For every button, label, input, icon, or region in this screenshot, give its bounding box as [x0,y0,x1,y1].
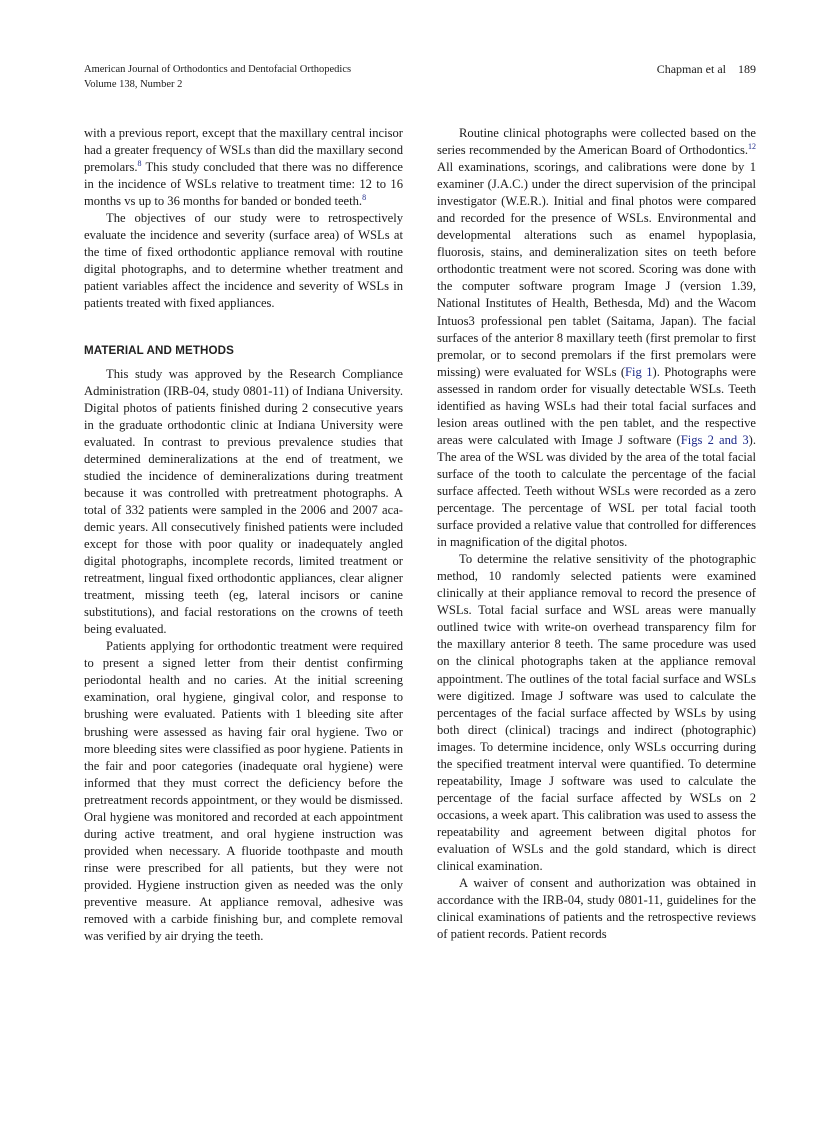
paragraph-continuation [84,125,403,210]
text-segment: This study concluded that there was no difference in the incidence of WSLs relative to treatment time: 12 to 16 months vs up to 36 months for banded or bonded teeth. [84,160,403,209]
figure-link[interactable]: Fig 1 [625,364,653,379]
figure-link[interactable]: Figs 2 and 3 [680,432,749,447]
section-heading-methods: MATERIAL AND METHODS [84,343,234,357]
text-segment: ). Photographs were assessed in random order for visually detectable WSLs. Teeth identified as having WSLs had their total facial surfaces and lesion areas outlined with the pen tablet, and the respective areas were calculated with Image J software ( [437,364,756,447]
author-running-head: Chapman et al [656,62,726,76]
paragraph-waiver: A waiver of consent and authorization was obtained in accordance with the IRB-04, study 0801-11, guidelines for the clinical examinations of patients and the retrospective reviews of patient records. Patient records [437,876,756,942]
citation-link[interactable]: 12 [748,142,756,152]
journal-title: American Journal of Orthodontics and Dentofacial Orthopedics [84,64,352,75]
text-segment: ). The area of the WSL was divided by the area of the total facial surface of the tooth to calculate the percentage of the facial surface affected. Teeth without WSLs were recorded as a zero percentage. The percentage of WSL per total facial tooth surface provided a relative value that controlled for differences in magnification of the digital photos. [437,432,756,550]
paragraph-approval: This study was approved by the Research Compliance Administration (IRB-04, study 0801-11) of Indiana University. Digital photos of patients finished during 2 consecutive years in the graduate orthodontic clinic at Indiana University were evaluated. In contrast to previous prevalence studies that determined demineralizations at the end of treatment, we studied the incidence of demineralizations during treatment because it was controlled with pretreatment photographs. A total of 332 patients were sampled in the 2006 and 2007 academic years. All consecutively finished patients were included except for those with poor quality or inadequately angled digital photographs, incomplete records, limited treatment or retreatment, lingual fixed orthodontic appliances, clear aligner treatment, missing teeth (eg, lateral incisors or canine substitutions), and facial restorations on the crowns of teeth being evaluated. [84,366,403,637]
text-segment: All examinations, scorings, and calibrations were done by 1 examiner (J.A.C.) under the direct supervision of the principal investigator (W.E.R.). Initial and final photos were compared and recorded for the presence of WSLs. Environmental and developmental alterations such as enamel hypoplasia, fluorosis, stains, and demineralization sites on teeth before orthodontic treatment were not scored. Scoring was done with the computer software program Image J (version 1.39, National Institutes of Health, Bethesda, Md) and the Wacom Intuos3 professional pen tablet (Saitama, Japan). The facial surfaces of the anterior 8 maxillary teeth (first premolar to first premolar, or to second premolars if the first premolars were missing) were evaluated for WSLs ( [437,160,756,379]
journal-info [84,62,351,92]
journal-volume: Volume 138, Number 2 [84,79,183,90]
paragraph-patients: Patients applying for orthodontic treatment were required to present a signed letter from their dentist confirming periodontal health and no caries. At the initial screening examination, oral hygiene, gingival color, and response to brushing were evaluated. Patients with 1 bleeding site after brushing were assessed as having fair oral hygiene. Two or more bleeding sites were classified as poor hygiene. Patients in the fair and poor categories (inadequate oral hygiene) were informed that they must correct the deficiency before the pretreatment records appointment, or they would be dismissed. Oral hygiene was monitored and recorded at each appointment during active treatment, and oral hygiene instruction was provided when necessary. A fluoride toothpaste and mouth rinse were prescribed for all patients, but they were not provided. Hygiene instruction given as needed was the only preventive measure. At appliance removal, adhesive was removed with a carbide finishing bur, and complete removal was verified by air drying the teeth. [84,639,403,944]
citation-link[interactable]: 8 [137,159,142,169]
page-info [657,62,756,77]
citation-link[interactable]: 8 [362,193,367,203]
right-column [437,125,756,943]
left-column [84,125,403,945]
paragraph-sensitivity: To determine the relative sensitivity of the photographic method, 10 randomly selected patients were examined clinically at their appliance removal to record the presence of WSLs. Total facial surface and WSL areas were manually outlined twice with write-on overhead transparency film for the maxillary anterior 8 teeth. The same procedure was used on the clinical photographs taken at the appliance removal appointment. The outlines of the total facial surface and WSLs were digitized. Image J software was used to calculate the percentages of the facial surface affected by WSLs by using both direct (clinical) tracings and indirect (photographic) images. To determine incidence, only WSLs occurring during the specified treatment interval were quantified. To determine repeatability, Image J software was used to calculate the percentage of the facial surface affected by WSLs on 2 occasions, a week apart. This calibration was used to assess the repeatability and agreement between digital photos for evaluation of WSLs and the gold standard, which is direct clinical examination. [437,552,756,874]
paragraph-objectives: The objectives of our study were to retrospectively evaluate the incidence and severity (surface area) of WSLs at the time of fixed orthodontic appliance removal with routine digital photographs, and to determine whether treatment and patient variables affect the incidence and severity of WSLs in patients treated with fixed appliances. [84,211,403,311]
paragraph-photographs [437,125,756,551]
text-segment: Routine clinical photographs were collected based on the series recommended by the American Board of Orthodontics. [437,126,756,158]
page-number: 189 [738,62,756,76]
text-segment: with a previous report, except that the maxillary central incisor had a greater frequency of WSLs than did the maxillary second premolars. [84,126,403,175]
